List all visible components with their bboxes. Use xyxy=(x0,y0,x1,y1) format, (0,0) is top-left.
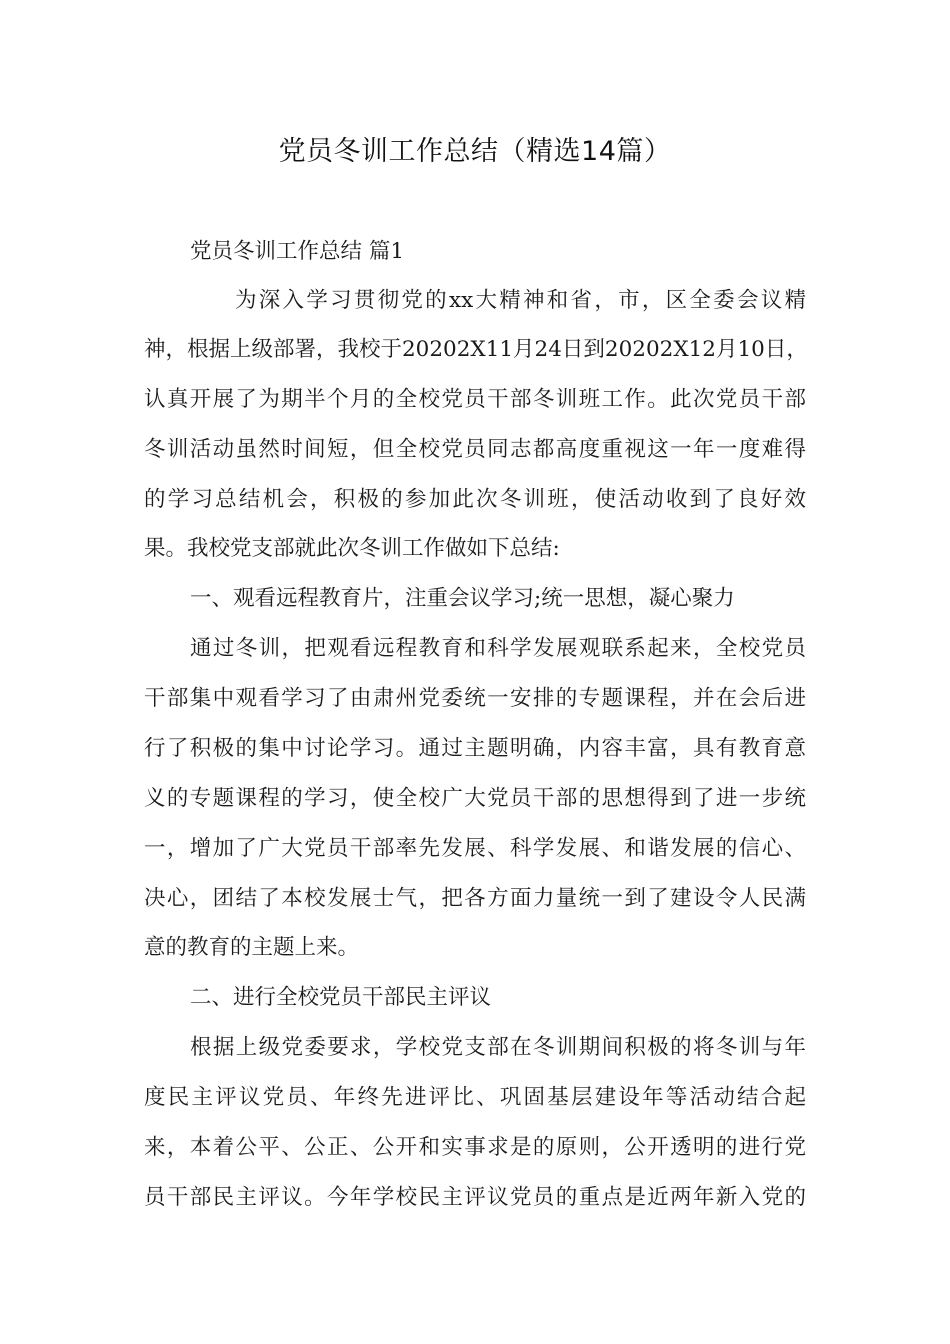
paragraph-line: 度民主评议党员、年终先进评比、巩固基层建设年等活动结合起 xyxy=(144,1085,806,1110)
paragraph-line: 根据上级党委要求，学校党支部在冬训期间积极的将冬训与年 xyxy=(190,1035,806,1060)
subheading: 二、进行全校党员干部民主评议 xyxy=(190,985,492,1010)
paragraph-line: 员干部民主评议。今年学校民主评议党员的重点是近两年新入党的 xyxy=(144,1185,806,1210)
paragraph-line: 通过冬训，把观看远程教育和科学发展观联系起来，全校党员 xyxy=(190,636,806,661)
paragraph-line: 果。我校党支部就此次冬训工作做如下总结: xyxy=(144,536,560,561)
paragraph-line: 来，本着公平、公正、公开和实事求是的原则，公开透明的进行党 xyxy=(144,1135,806,1160)
paragraph-line: 神，根据上级部署，我校于20202X11月24日到20202X12月10日， xyxy=(144,337,808,362)
paragraph-line: 的学习总结机会，积极的参加此次冬训班，使活动收到了良好效 xyxy=(144,487,806,512)
paragraph-line: 认真开展了为期半个月的全校党员干部冬训班工作。此次党员干部 xyxy=(144,387,806,412)
paragraph-line: 为深入学习贯彻党的xx大精神和省，市，区全委会议精 xyxy=(235,288,806,313)
section-heading: 党员冬训工作总结 篇1 xyxy=(190,239,405,264)
document-title: 党员冬训工作总结（精选14篇） xyxy=(278,136,672,167)
paragraph-line: 一，增加了广大党员干部率先发展、科学发展、和谐发展的信心、 xyxy=(144,836,806,861)
paragraph-line: 决心，团结了本校发展士气，把各方面力量统一到了建设令人民满 xyxy=(144,886,806,911)
paragraph-line: 义的专题课程的学习，使全校广大党员干部的思想得到了进一步统 xyxy=(144,786,806,811)
subheading: 一、观看远程教育片，注重会议学习;统一思想，凝心聚力 xyxy=(190,586,735,611)
paragraph-line: 干部集中观看学习了由肃州党委统一安排的专题课程，并在会后进 xyxy=(144,686,806,711)
paragraph-line: 意的教育的主题上来。 xyxy=(144,935,360,960)
paragraph-line: 行了积极的集中讨论学习。通过主题明确，内容丰富，具有教育意 xyxy=(144,736,806,761)
paragraph-line: 冬训活动虽然时间短，但全校党员同志都高度重视这一年一度难得 xyxy=(144,437,806,462)
